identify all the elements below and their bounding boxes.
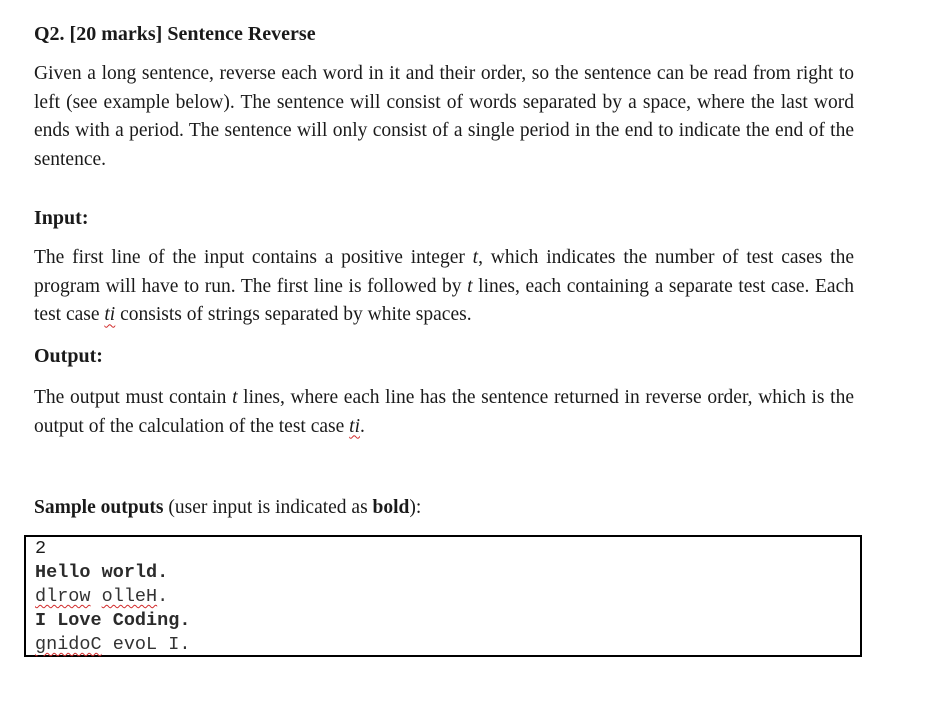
input-text-1: The first line of the input contains a positive integer	[34, 247, 473, 268]
output-var-t: t	[232, 387, 238, 408]
sample-output-word-3: gnidoC	[35, 634, 102, 655]
input-description	[34, 244, 854, 330]
sample-output-rest: evoL I.	[101, 634, 191, 655]
sample-input-line-2: I Love Coding.	[35, 610, 191, 631]
sample-heading	[34, 494, 421, 522]
sample-input-line-1: Hello world.	[35, 562, 169, 583]
input-heading: Input:	[34, 207, 89, 229]
sample-heading-end: ):	[409, 497, 422, 518]
output-text-1: The output must contain	[34, 387, 233, 408]
input-var-t-2: t	[467, 275, 473, 297]
sample-heading-bold2: bold	[372, 497, 410, 518]
output-text-3: .	[360, 415, 365, 437]
sample-output-word-1: dlrow	[35, 586, 91, 607]
sample-output-word-2: olleH	[101, 586, 158, 607]
sample-line-count: 2	[35, 538, 47, 559]
input-text-2: , which indicates the number of test cases the program will have to run. The first line is followed by	[34, 247, 854, 297]
output-heading: Output:	[34, 345, 103, 367]
question-description: Given a long sentence, reverse each word in it and their order, so the sentence can be read from right to left (see example below). The sentence will consist of words separated by a space, where the last word ends with a period. The sentence will only consist of a single period in the end to indicate the end of the sentence.	[34, 63, 854, 171]
question-title: Q2. [20 marks] Sentence Reverse	[34, 23, 316, 45]
input-var-t: t	[472, 247, 479, 268]
sample-output-period: .	[157, 586, 169, 607]
input-var-ti: ti	[104, 304, 116, 326]
input-text-3: lines, each containing a separate test case. Each test case	[34, 275, 854, 326]
input-text-4: consists of strings separated by white spaces.	[115, 304, 472, 326]
sample-output-line-2	[35, 633, 860, 657]
sample-output-line-1	[35, 585, 860, 609]
sample-heading-mid: (user input is indicated as	[163, 497, 373, 518]
sample-output-box	[24, 535, 862, 657]
sample-heading-bold: Sample outputs	[34, 497, 164, 518]
output-text-2: lines, where each line has the sentence returned in reverse order, which is the output of the calculation of the test case	[34, 387, 854, 437]
output-description	[34, 384, 854, 441]
output-var-ti: ti	[349, 415, 360, 437]
